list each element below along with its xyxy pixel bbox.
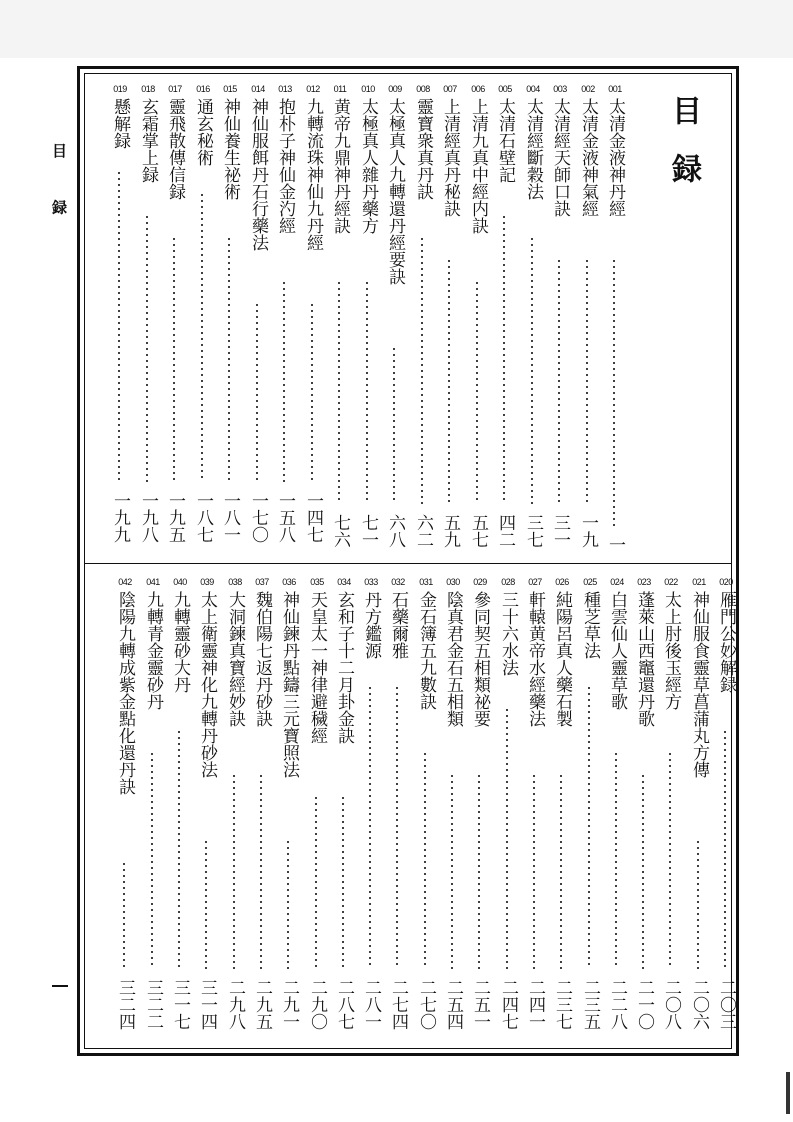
- entry-title: 太清經天師口訣: [550, 98, 570, 217]
- entry-number: 004: [526, 84, 540, 94]
- toc-entry: [194, 577, 220, 1045]
- entry-page-number: 二〇八: [661, 979, 681, 1030]
- toc-entry: [658, 577, 684, 1045]
- entry-number: 005: [498, 84, 512, 94]
- toc-entry: [410, 84, 436, 558]
- entry-number: 020: [719, 577, 733, 587]
- entry-number: 033: [364, 577, 378, 587]
- entry-title: 玄霜掌上録: [138, 98, 158, 183]
- dot-leader: [532, 773, 536, 969]
- entry-page-number: 一七〇: [248, 492, 268, 543]
- entry-page-number: 二七〇: [416, 979, 436, 1030]
- dot-leader: [365, 280, 369, 504]
- entry-page-number: 一九八: [138, 492, 158, 543]
- entry-title: 大洞鍊真寶經妙訣: [225, 591, 245, 727]
- toc-entry: [520, 84, 546, 558]
- dot-leader: [310, 302, 314, 482]
- entry-number: 001: [608, 84, 622, 94]
- entry-title: 太極真人雜丹藥方: [358, 98, 378, 234]
- entry-page-number: 二八一: [361, 979, 381, 1030]
- dot-leader: [447, 258, 451, 504]
- toc-entry: [547, 84, 573, 558]
- entry-page-number: 二一〇: [634, 979, 654, 1030]
- toc-entry: [382, 84, 408, 558]
- entry-number: 035: [310, 577, 324, 587]
- entry-page-number: 二五四: [443, 979, 463, 1030]
- entry-title: 種芝草法: [580, 591, 600, 659]
- entry-title: 雁門公妙解録: [716, 591, 736, 693]
- entry-page-number: 一九五: [165, 492, 185, 543]
- toc-entry: [140, 577, 166, 1045]
- toc-entry: [713, 577, 739, 1045]
- toc-entry: [413, 577, 439, 1045]
- dot-leader: [668, 751, 672, 969]
- entry-number: 039: [200, 577, 214, 587]
- toc-entry: [304, 577, 330, 1045]
- entry-page-number: 一九: [578, 514, 598, 548]
- toc-entry: [135, 84, 161, 558]
- dot-leader: [502, 214, 506, 504]
- entry-number: 013: [278, 84, 292, 94]
- entry-page-number: 二四一: [525, 979, 545, 1030]
- entry-title: 太上肘後玉經方: [661, 591, 681, 710]
- entry-title: 神仙養生祕術: [220, 98, 240, 200]
- entry-page-number: 一五八: [275, 492, 295, 543]
- toc-entry: [272, 84, 298, 558]
- dot-leader: [117, 170, 121, 482]
- entry-number: 038: [228, 577, 242, 587]
- entry-page-number: 一九九: [110, 492, 130, 543]
- toc-entry: [686, 577, 712, 1045]
- dot-leader: [177, 729, 181, 969]
- entry-number: 024: [610, 577, 624, 587]
- dot-leader: [395, 685, 399, 969]
- entry-title: 神仙服餌丹石行藥法: [248, 98, 268, 251]
- toc-entry: [631, 577, 657, 1045]
- margin-rule-mark: [52, 985, 68, 987]
- entry-number: 012: [306, 84, 320, 94]
- entry-page-number: 三一七: [170, 979, 190, 1030]
- entry-title: 太上衛靈神化九轉丹砂法: [197, 591, 217, 778]
- entry-page-number: 二〇六: [689, 979, 709, 1030]
- entry-title: 太極真人九轉還丹經要訣: [385, 98, 405, 285]
- dot-leader: [314, 795, 318, 969]
- dot-leader: [150, 751, 154, 969]
- entry-number: 042: [118, 577, 132, 587]
- entry-number: 016: [196, 84, 210, 94]
- entry-page-number: 一四七: [303, 492, 323, 543]
- dot-leader: [337, 280, 341, 504]
- entry-title: 懸解録: [110, 98, 130, 149]
- entry-number: 014: [251, 84, 265, 94]
- dot-leader: [585, 258, 589, 504]
- entry-number: 009: [388, 84, 402, 94]
- entry-number: 040: [173, 577, 187, 587]
- dot-leader: [530, 236, 534, 504]
- entry-number: 025: [583, 577, 597, 587]
- dot-leader: [286, 839, 290, 969]
- entry-number: 008: [416, 84, 430, 94]
- entry-number: 023: [637, 577, 651, 587]
- entry-number: 028: [501, 577, 515, 587]
- entry-number: 011: [333, 84, 347, 94]
- entry-page-number: 四二: [495, 514, 515, 548]
- toc-entry: [190, 84, 216, 558]
- entry-title: 靈寶衆真丹訣: [413, 98, 433, 200]
- entry-number: 021: [692, 577, 706, 587]
- dot-leader: [341, 795, 345, 969]
- dot-leader: [723, 729, 727, 969]
- entry-page-number: 三二二: [143, 979, 163, 1030]
- entry-title: 神仙服食靈草菖蒲丸方傳: [689, 591, 709, 778]
- entry-page-number: 二九八: [225, 979, 245, 1030]
- toc-entry: [162, 84, 188, 558]
- entry-page-number: 二〇三: [716, 979, 736, 1030]
- entry-number: 037: [255, 577, 269, 587]
- entry-page-number: 一八七: [193, 492, 213, 543]
- page-title: 目録: [666, 95, 701, 211]
- entry-number: 007: [443, 84, 457, 94]
- dot-leader: [477, 773, 481, 969]
- dot-leader: [423, 751, 427, 969]
- entry-page-number: 五七: [468, 514, 488, 548]
- entry-page-number: 一八一: [220, 492, 240, 543]
- dot-leader: [475, 280, 479, 504]
- entry-title: 魏伯陽七返丹砂訣: [252, 591, 272, 727]
- entry-title: 三十六水法: [498, 591, 518, 676]
- toc-entry: [245, 84, 271, 558]
- entry-number: 018: [141, 84, 155, 94]
- toc-entry: [602, 84, 628, 558]
- toc-entry: [249, 577, 275, 1045]
- entry-title: 靈飛散傳信録: [165, 98, 185, 200]
- toc-entry: [522, 577, 548, 1045]
- dot-leader: [200, 192, 204, 482]
- entry-number: 015: [223, 84, 237, 94]
- toc-entry: [604, 577, 630, 1045]
- entry-number: 036: [282, 577, 296, 587]
- toc-entry: [217, 84, 243, 558]
- margin-section-title: 目 録: [50, 143, 68, 233]
- entry-title: 玄和子十二月卦金訣: [334, 591, 354, 744]
- dot-leader: [557, 258, 561, 504]
- entry-title: 上清經真丹秘訣: [440, 98, 460, 217]
- dot-leader: [255, 302, 259, 482]
- entry-page-number: 二五一: [470, 979, 490, 1030]
- entry-page-number: 二三五: [580, 979, 600, 1030]
- dot-leader: [282, 280, 286, 482]
- dot-leader: [232, 773, 236, 969]
- entry-page-number: 二三七: [552, 979, 572, 1030]
- entry-title: 天皇太一神律避穢經: [307, 591, 327, 744]
- dot-leader: [450, 773, 454, 969]
- entry-page-number: 二七四: [388, 979, 408, 1030]
- entry-title: 陰真君金石五相類: [443, 591, 463, 727]
- toc-entry: [495, 577, 521, 1045]
- entry-page-number: 二九五: [252, 979, 272, 1030]
- entry-title: 蓬萊山西竈還丹歌: [634, 591, 654, 727]
- entry-page-number: 一: [605, 536, 625, 553]
- entry-title: 太清石壁記: [495, 98, 515, 183]
- entry-page-number: 五九: [440, 514, 460, 548]
- dot-leader: [259, 773, 263, 969]
- entry-title: 抱朴子神仙金汋經: [275, 98, 295, 234]
- scan-edge-mark: [786, 1072, 790, 1114]
- toc-entry: [577, 577, 603, 1045]
- dot-leader: [227, 236, 231, 482]
- entry-title: 太清金液神氣經: [578, 98, 598, 217]
- entry-number: 019: [113, 84, 127, 94]
- entry-page-number: 三一: [550, 514, 570, 548]
- entry-number: 041: [146, 577, 160, 587]
- dot-leader: [145, 214, 149, 482]
- dot-leader: [559, 773, 563, 969]
- entry-number: 027: [528, 577, 542, 587]
- toc-entry: [492, 84, 518, 558]
- dot-leader: [587, 685, 591, 969]
- entry-number: 006: [471, 84, 485, 94]
- toc-entry: [276, 577, 302, 1045]
- toc-entry: [467, 577, 493, 1045]
- entry-number: 003: [553, 84, 567, 94]
- entry-title: 參同契五相類祕要: [470, 591, 490, 727]
- entry-title: 神仙鍊丹點鑄三元寶照法: [279, 591, 299, 778]
- dot-leader: [641, 773, 645, 969]
- entry-number: 010: [361, 84, 375, 94]
- entry-number: 017: [168, 84, 182, 94]
- toc-entry: [331, 577, 357, 1045]
- toc-entry: [440, 577, 466, 1045]
- entry-number: 002: [581, 84, 595, 94]
- entry-page-number: 二八七: [334, 979, 354, 1030]
- entry-title: 陰陽九轉成紫金點化還丹訣: [115, 591, 135, 795]
- entry-title: 軒轅黄帝水經藥法: [525, 591, 545, 727]
- entry-title: 太清金液神丹經: [605, 98, 625, 217]
- dot-leader: [614, 751, 618, 969]
- toc-entry: [167, 577, 193, 1045]
- entry-number: 026: [555, 577, 569, 587]
- entry-title: 九轉靈砂大丹: [170, 591, 190, 693]
- entry-number: 030: [446, 577, 460, 587]
- entry-title: 丹方鑑源: [361, 591, 381, 659]
- entry-number: 031: [419, 577, 433, 587]
- dot-leader: [612, 258, 616, 526]
- entry-page-number: 二九一: [279, 979, 299, 1030]
- entry-page-number: 七六: [330, 514, 350, 548]
- entry-page-number: 二二八: [607, 979, 627, 1030]
- toc-entry: [465, 84, 491, 558]
- entry-page-number: 七一: [358, 514, 378, 548]
- toc-entry: [112, 577, 138, 1045]
- toc-entry: [327, 84, 353, 558]
- entry-title: 黄帝九鼎神丹經訣: [330, 98, 350, 234]
- entry-page-number: 三一四: [197, 979, 217, 1030]
- entry-title: 九轉流珠神仙九丹經: [303, 98, 323, 251]
- entry-number: 032: [391, 577, 405, 587]
- dot-leader: [172, 236, 176, 482]
- dot-leader: [392, 346, 396, 504]
- entry-page-number: 六二: [413, 514, 433, 548]
- toc-entry: [549, 577, 575, 1045]
- toc-entry: [358, 577, 384, 1045]
- entry-title: 太清經斷穀法: [523, 98, 543, 200]
- entry-number: 029: [473, 577, 487, 587]
- section-divider: [84, 563, 732, 564]
- toc-entry: [355, 84, 381, 558]
- entry-page-number: 二四七: [498, 979, 518, 1030]
- entry-title: 上清九真中經内訣: [468, 98, 488, 234]
- entry-page-number: 二九〇: [307, 979, 327, 1030]
- dot-leader: [368, 685, 372, 969]
- entry-page-number: 六八: [385, 514, 405, 548]
- entry-number: 022: [664, 577, 678, 587]
- dot-leader: [122, 861, 126, 969]
- entry-number: 034: [337, 577, 351, 587]
- scan-top-band: [0, 0, 793, 58]
- entry-title: 純陽呂真人藥石製: [552, 591, 572, 727]
- toc-entry: [575, 84, 601, 558]
- entry-page-number: 三七: [523, 514, 543, 548]
- toc-entry: [385, 577, 411, 1045]
- dot-leader: [204, 839, 208, 969]
- entry-title: 白雲仙人靈草歌: [607, 591, 627, 710]
- entry-title: 九轉青金靈砂丹: [143, 591, 163, 710]
- dot-leader: [696, 839, 700, 969]
- entry-title: 金石簿五九數訣: [416, 591, 436, 710]
- entry-title: 石藥爾雅: [388, 591, 408, 659]
- entry-title: 通玄秘術: [193, 98, 213, 166]
- toc-entry: [107, 84, 133, 558]
- toc-entry: [300, 84, 326, 558]
- dot-leader: [505, 707, 509, 969]
- toc-entry: [437, 84, 463, 558]
- toc-entry: [222, 577, 248, 1045]
- entry-page-number: 三二四: [115, 979, 135, 1030]
- dot-leader: [420, 236, 424, 504]
